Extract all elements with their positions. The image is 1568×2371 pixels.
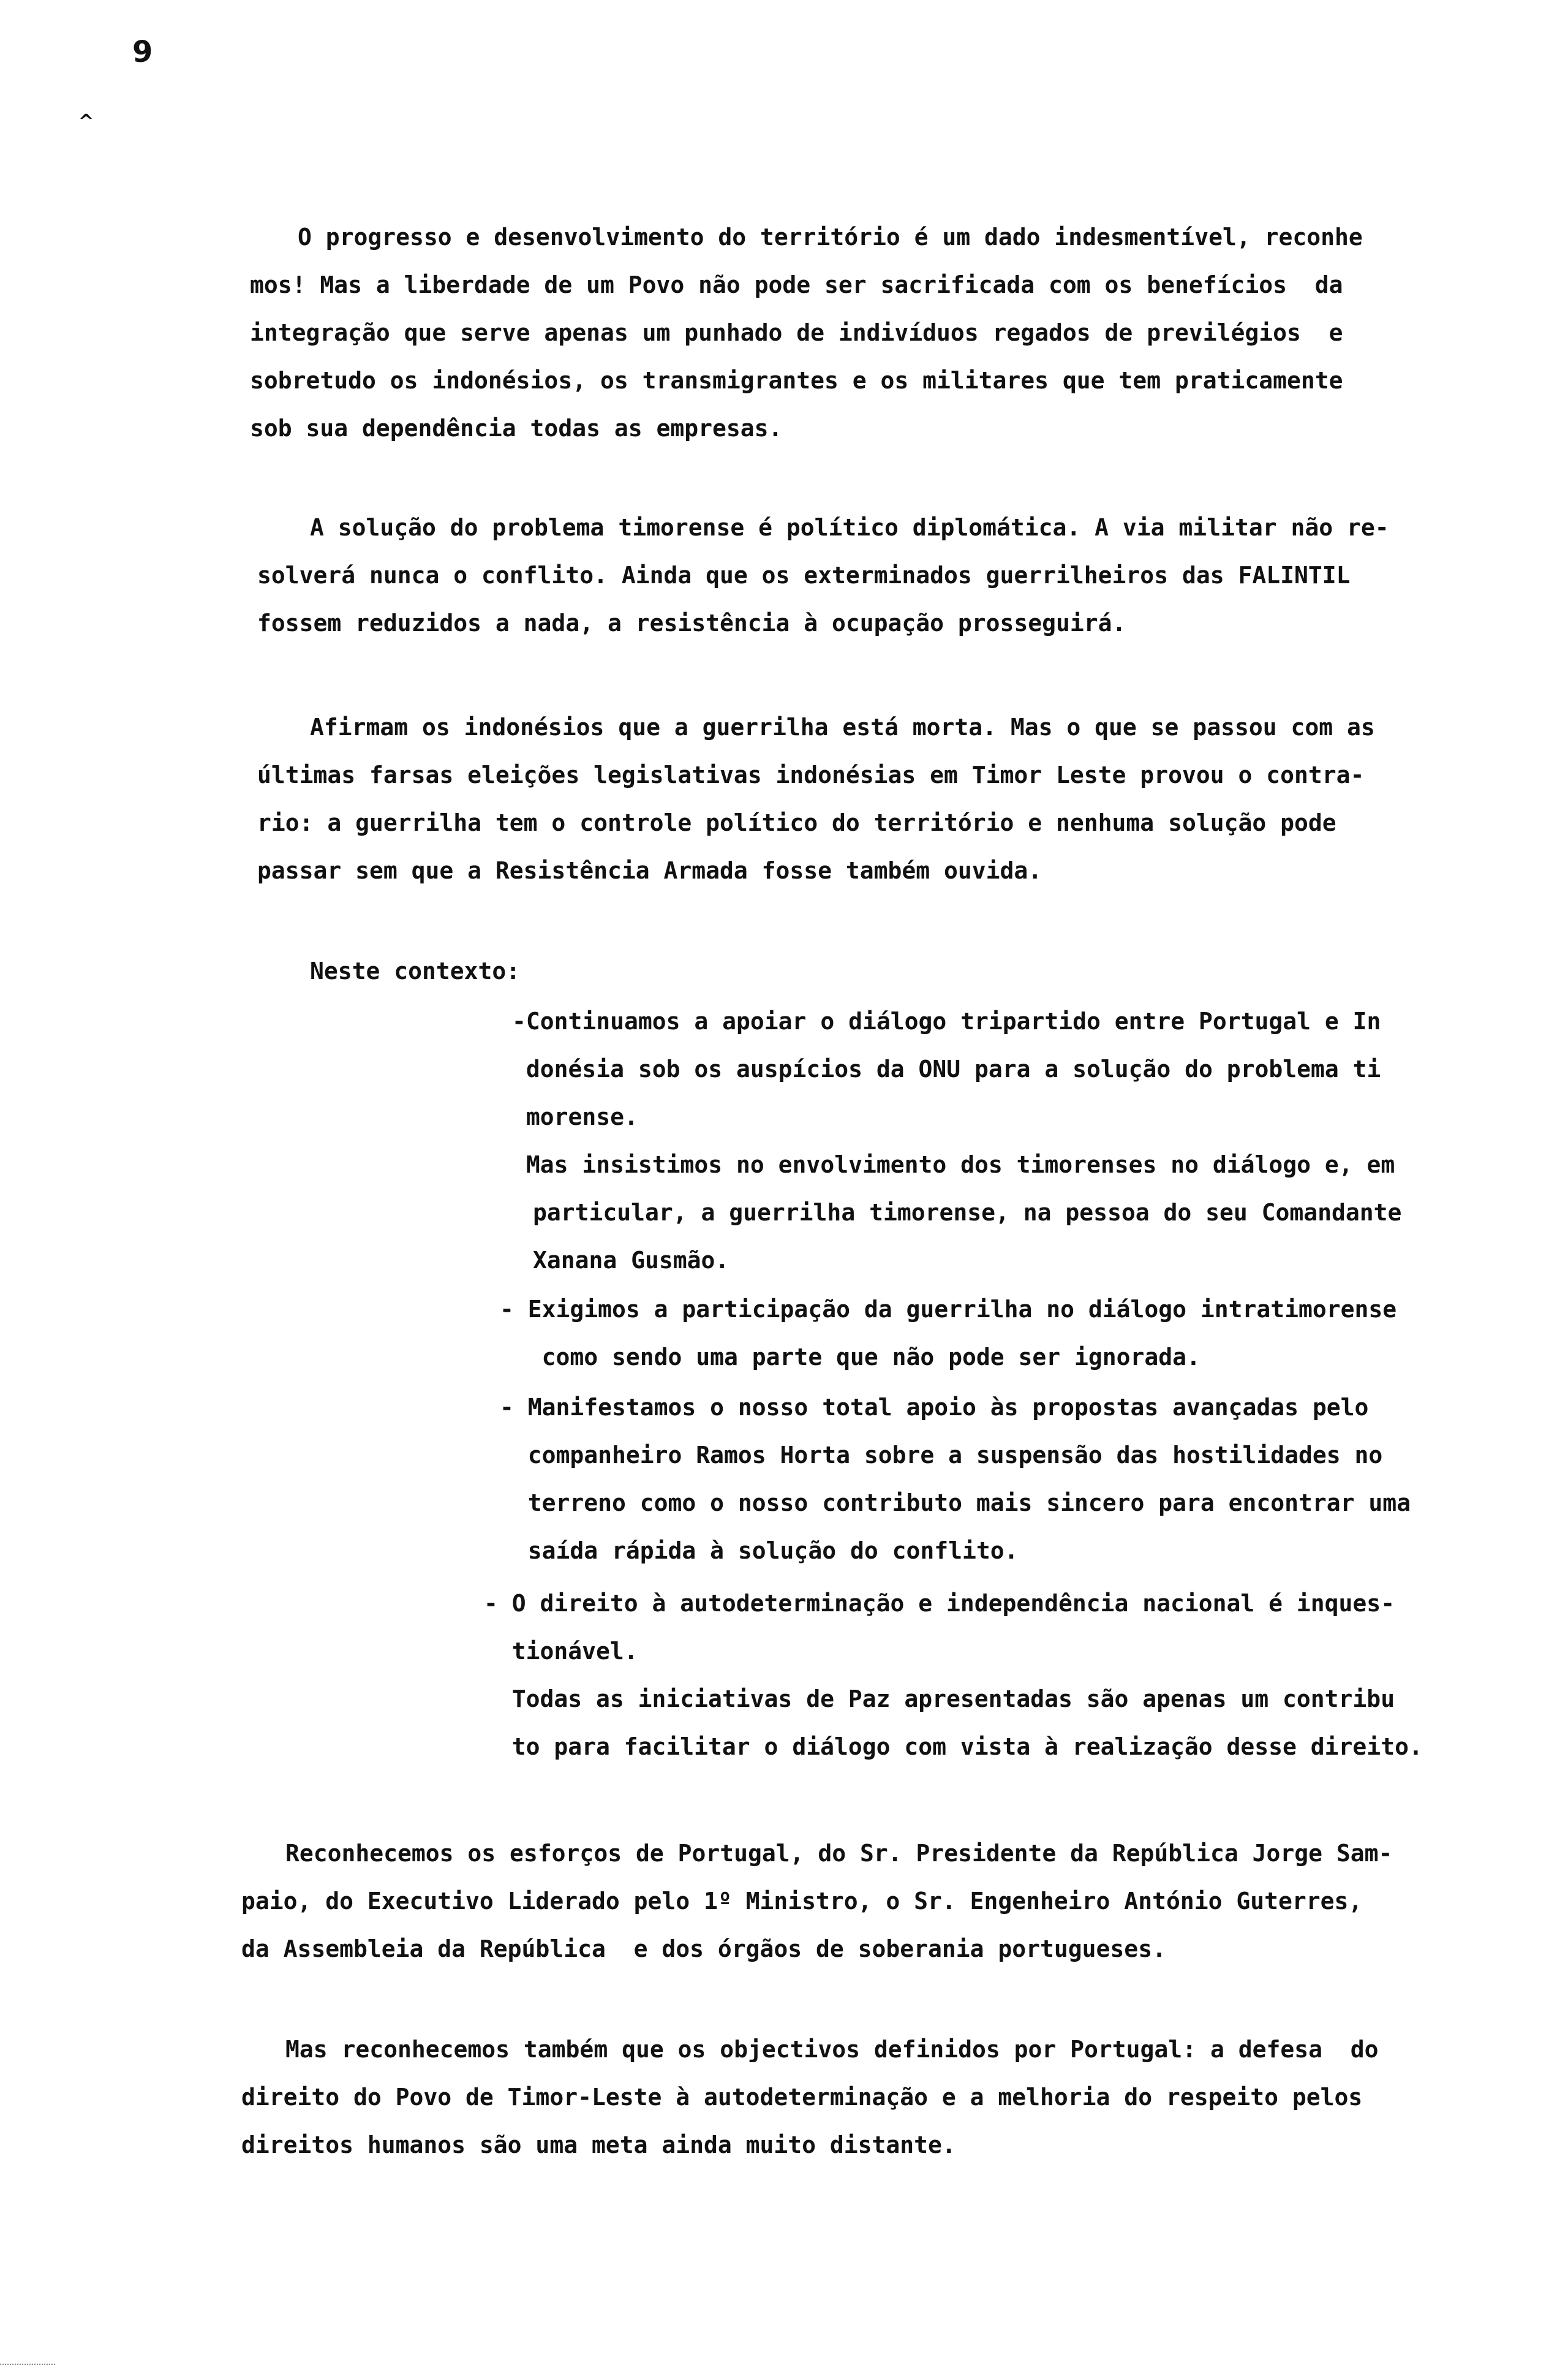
text-line: da Assembleia da República e dos órgãos de soberania portugueses.: [241, 1935, 1166, 1962]
paragraph-acknowledgement: [241, 1829, 1393, 1973]
page-number: 9: [132, 35, 153, 69]
text-line: fossem reduzidos a nada, a resistência à ocupação prosseguirá.: [257, 610, 1126, 637]
text-line: sob sua dependência todas as empresas.: [250, 415, 783, 442]
text-line: paio, do Executivo Liderado pelo 1º Ministro, o Sr. Engenheiro António Guterres,: [241, 1888, 1363, 1915]
text-line: passar sem que a Resistência Armada fosse também ouvida.: [257, 857, 1042, 884]
text-line: Reconhecemos os esforços de Portugal, do Sr. Presidente da República Jorge Sam-: [285, 1840, 1393, 1867]
paragraph-solution: [257, 504, 1389, 647]
text-line: como sendo uma parte que não pode ser ignorada.: [500, 1344, 1200, 1371]
text-line: Neste contexto:: [310, 958, 521, 985]
text-line: direito do Povo de Timor-Leste à autodeterminação e a melhoria do respeito pelos: [241, 2084, 1363, 2111]
text-line: últimas farsas eleições legislativas indonésias em Timor Leste provou o contra-: [257, 762, 1365, 788]
text-line: solverá nunca o conflito. Ainda que os exterminados guerrilheiros das FALINTIL: [257, 562, 1351, 589]
text-line: mos! Mas a liberdade de um Povo não pode ser sacrificada com os benefícios da: [250, 271, 1343, 298]
text-line: particular, a guerrilha timorense, na pessoa do seu Comandante: [533, 1199, 1402, 1226]
paragraph-progress: [250, 213, 1363, 452]
text-line: sobretudo os indonésios, os transmigrantes e os militares que tem praticamente: [250, 367, 1343, 394]
scan-edge-artifact: [0, 2364, 55, 2367]
text-line: - Manifestamos o nosso total apoio às propostas avançadas pelo: [500, 1394, 1369, 1421]
bullet-dialogue: [512, 997, 1401, 1284]
text-line: morense.: [512, 1103, 638, 1130]
text-line: - O direito à autodeterminação e independência nacional é inques-: [484, 1590, 1395, 1617]
paragraph-objectives: [241, 2025, 1379, 2169]
bullet-self-determination: [484, 1579, 1423, 1771]
context-heading: [310, 947, 520, 995]
bullet-proposals: [500, 1383, 1411, 1575]
bullet-participation: [500, 1285, 1396, 1381]
text-line: tionável.: [484, 1638, 638, 1665]
text-line: saída rápida à solução do conflito.: [500, 1537, 1019, 1564]
paragraph-guerrilla: [257, 703, 1375, 894]
scan-mark: ^: [78, 111, 94, 132]
text-line: direitos humanos são uma meta ainda muito distante.: [241, 2131, 956, 2158]
text-line: Mas reconhecemos também que os objectivos definidos por Portugal: a defesa do: [285, 2036, 1379, 2063]
text-line: - Exigimos a participação da guerrilha no diálogo intratimorense: [500, 1296, 1397, 1323]
text-line: to para facilitar o diálogo com vista à realização desse direito.: [484, 1733, 1423, 1760]
text-line: A solução do problema timorense é político diplomática. A via militar não re-: [310, 514, 1389, 541]
text-line: O progresso e desenvolvimento do território é um dado indesmentível, reconhe: [298, 224, 1363, 251]
text-line: integração que serve apenas um punhado de indivíduos regados de previlégios e: [250, 319, 1343, 346]
text-line: terreno como o nosso contributo mais sincero para encontrar uma: [500, 1489, 1411, 1516]
text-line: companheiro Ramos Horta sobre a suspensão das hostilidades no: [500, 1442, 1383, 1469]
text-line: Todas as iniciativas de Paz apresentadas são apenas um contribu: [484, 1685, 1395, 1712]
text-line: donésia sob os auspícios da ONU para a solução do problema ti: [512, 1056, 1381, 1083]
text-line: Afirmam os indonésios que a guerrilha está morta. Mas o que se passou com as: [310, 714, 1375, 741]
text-line: Xanana Gusmão.: [533, 1247, 729, 1274]
text-line: Mas insistimos no envolvimento dos timorenses no diálogo e, em: [512, 1151, 1395, 1178]
text-line: -Continuamos a apoiar o diálogo tripartido entre Portugal e In: [512, 1008, 1381, 1035]
text-line: rio: a guerrilha tem o controle político do território e nenhuma solução pode: [257, 809, 1336, 836]
